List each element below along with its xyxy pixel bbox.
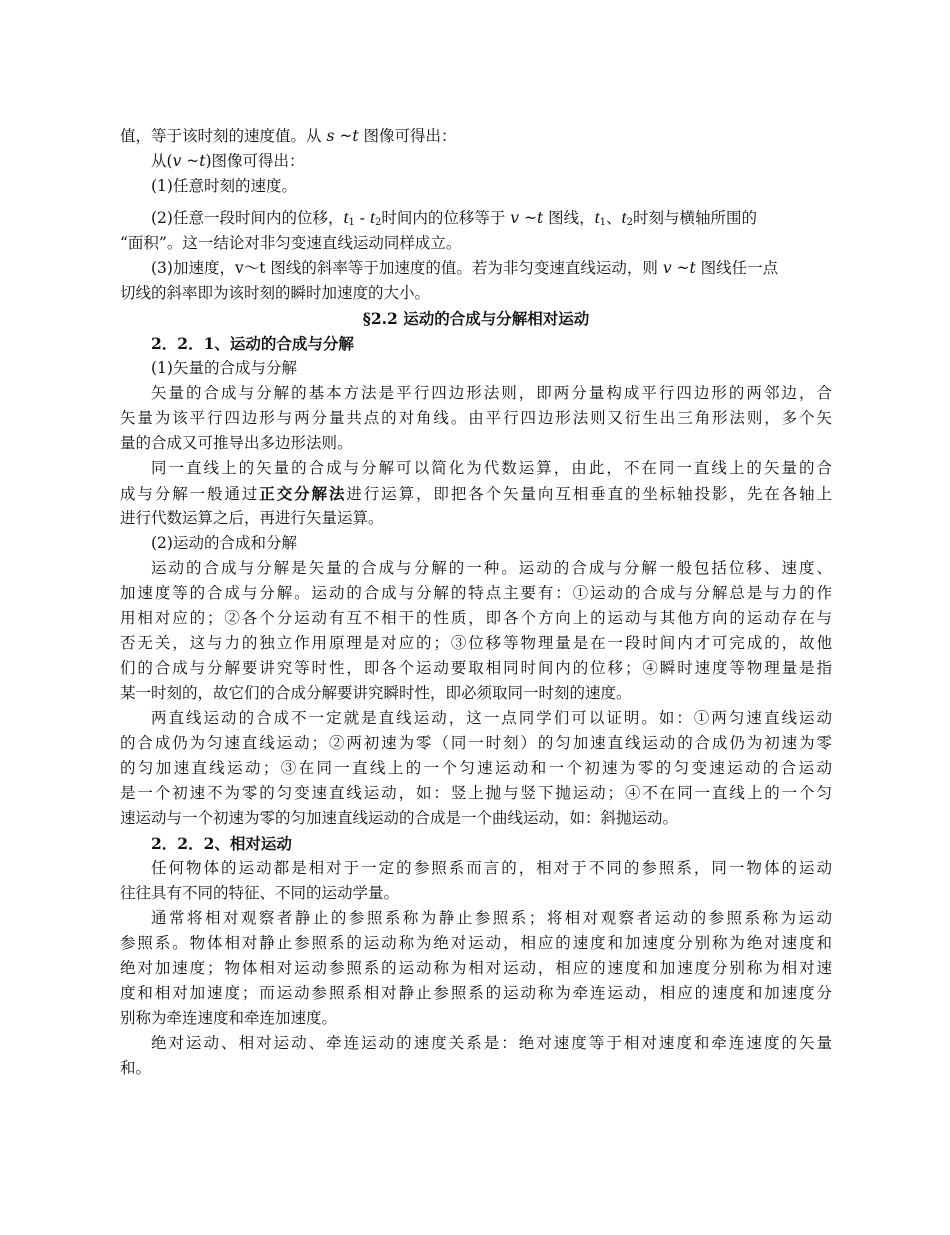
paragraph-line: 绝对运动、相对运动、牵连运动的速度关系是：绝对速度等于相对速度和牵连速度的矢量 [151, 1034, 832, 1052]
paragraph-line: 绝对加速度；物体相对运动参照系的运动称为相对运动，相应的速度和加速度分别称为相对速 [120, 959, 832, 977]
paragraph-line: (1)任意时刻的速度。 [151, 177, 297, 195]
paragraph-line: 往往具有不同的特征、不同的运动学量。 [120, 884, 400, 902]
paragraph-line: 别称为牵连速度和牵连加速度。 [120, 1009, 338, 1027]
subsection-heading: 2．2．1、运动的合成与分解 [151, 334, 354, 353]
paragraph-line: 们的合成与分解要讲究等时性，即各个运动要取相同时间内的位移；④瞬时速度等物理量是指 [120, 659, 832, 677]
paragraph-line: 从(v ~t)图像可得出： [151, 152, 305, 170]
paragraph-line: (2)任意一段时间内的位移，$t_1 - t_2$时间内的位移等于 v ~t 图线，$t_1$、$t_2$时刻与横轴所围的 [151, 207, 757, 228]
paragraph-line: 是一个初速不为零的匀变速直线运动，如：竖上抛与竖下抛运动；④不在同一直线上的一个匀 [120, 784, 832, 802]
paragraph-line: 度和相对加速度；而运动参照系相对静止参照系的运动称为牵连运动，相应的速度和加速度分 [120, 984, 832, 1002]
paragraph-line: 成与分解一般通过正交分解法进行运算，即把各个矢量向互相垂直的坐标轴投影，先在各轴上 [120, 484, 832, 503]
paragraph-line: 两直线运动的合成不一定就是直线运动，这一点同学们可以证明。如：①两匀速直线运动 [151, 709, 832, 727]
paragraph-line: 的匀加速直线运动；③在同一直线上的一个匀速运动和一个初速为零的匀变速运动的合运动 [120, 759, 832, 777]
paragraph-line: 速运动与一个初速为零的匀加速直线运动的合成是一个曲线运动，如：斜抛运动。 [120, 809, 679, 827]
paragraph-line: 和。 [120, 1059, 152, 1077]
paragraph-line: 否无关，这与力的独立作用原理是对应的；③位移等物理量是在一段时间内才可完成的，故他 [120, 634, 832, 652]
paragraph-line: 矢量为该平行四边形与两分量共点的对角线。由平行四边形法则又衍生出三角形法则，多个矢 [120, 409, 832, 427]
paragraph-line: (1)矢量的合成与分解 [151, 359, 297, 377]
paragraph-line: 同一直线上的矢量的合成与分解可以简化为代数运算，由此，不在同一直线上的矢量的合 [151, 459, 832, 477]
paragraph-line: 用相对应的；②各个分运动有互不相干的性质，即各个方向上的运动与其他方向的运动存在与 [120, 609, 832, 627]
paragraph-line: 加速度等的合成与分解。运动的合成与分解的特点主要有：①运动的合成与分解总是与力的作 [120, 584, 832, 602]
document-body [120, 124, 832, 1081]
section-heading: §2.2 运动的合成与分解相对运动 [362, 309, 590, 328]
paragraph-line: 运动的合成与分解是矢量的合成与分解的一种。运动的合成与分解一般包括位移、速度、 [151, 559, 832, 577]
paragraph-line: 量的合成又可推导出多边形法则。 [120, 434, 353, 452]
paragraph-line: 矢量的合成与分解的基本方法是平行四边形法则，即两分量构成平行四边形的两邻边，合 [151, 384, 832, 402]
paragraph-line: “面积”。这一结论对非匀变速直线运动同样成立。 [120, 234, 462, 252]
paragraph-line: 的合成仍为匀速直线运动；②两初速为零（同一时刻）的匀加速直线运动的合成仍为初速为零 [120, 734, 832, 752]
paragraph-line: 值，等于该时刻的速度值。从 s ~t 图像可得出： [120, 127, 457, 145]
paragraph-line: 参照系。物体相对静止参照系的运动称为绝对运动，相应的速度和加速度分别称为绝对速度和 [120, 934, 832, 952]
paragraph-line: 切线的斜率即为该时刻的瞬时加速度的大小。 [120, 284, 431, 302]
subsection-heading: 2．2．2、相对运动 [151, 834, 292, 853]
paragraph-line: (2)运动的合成和分解 [151, 534, 297, 552]
paragraph-line: 通常将相对观察者静止的参照系称为静止参照系；将相对观察者运动的参照系称为运动 [151, 909, 832, 927]
paragraph-line: (3)加速度，v～t 图线的斜率等于加速度的值。若为非匀变速直线运动，则 v ~t 图线任一点 [151, 259, 779, 277]
paragraph-line: 进行代数运算之后，再进行矢量运算。 [120, 509, 384, 527]
paragraph-line: 任何物体的运动都是相对于一定的参照系而言的，相对于不同的参照系，同一物体的运动 [151, 859, 832, 877]
paragraph-line: 某一时刻的，故它们的合成分解要讲究瞬时性，即必须取同一时刻的速度。 [120, 684, 632, 702]
